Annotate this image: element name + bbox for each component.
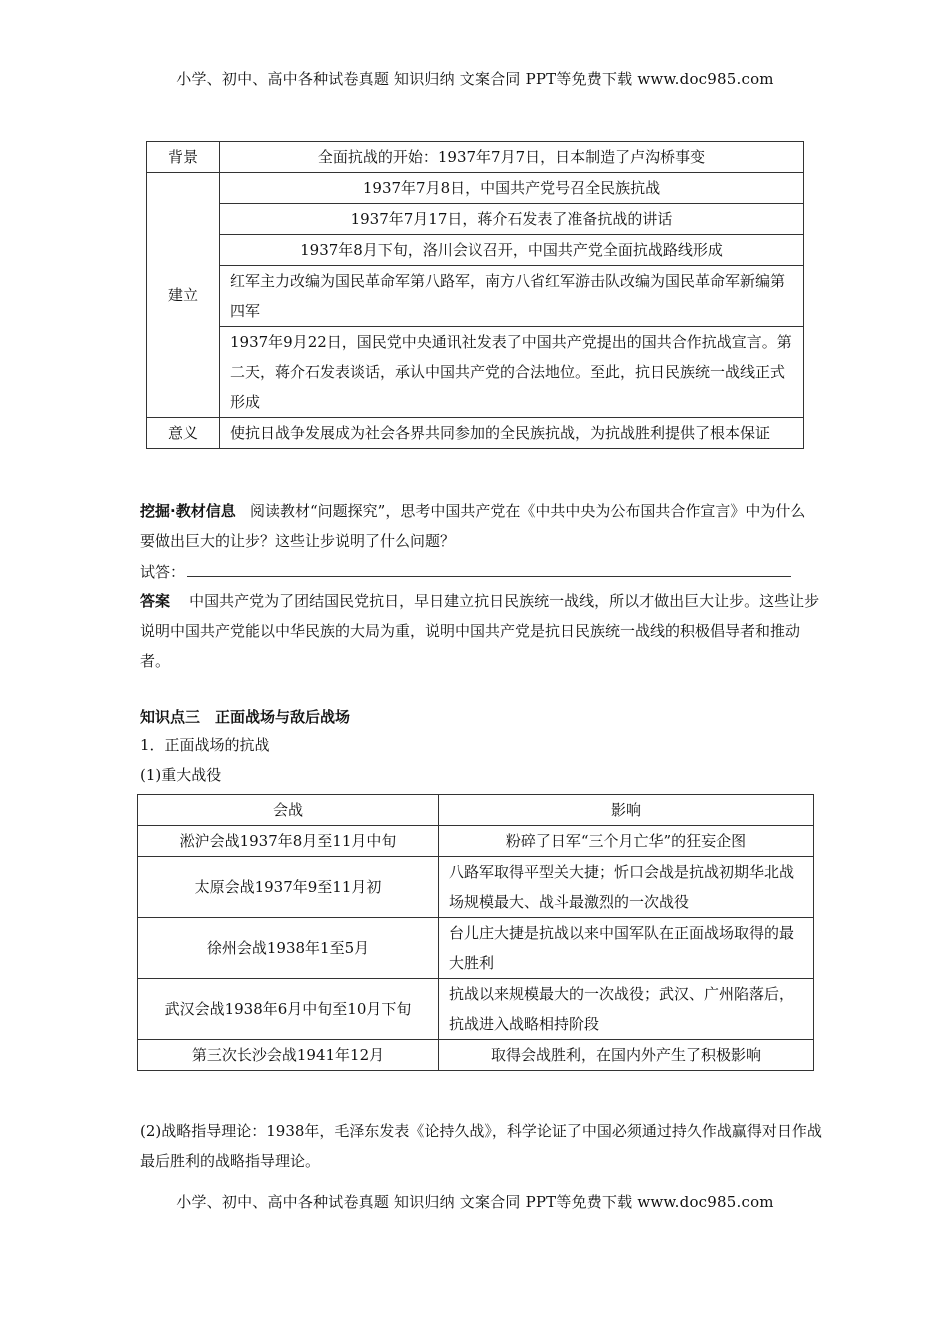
battles-table xyxy=(137,794,814,1071)
excavate-paragraph xyxy=(140,496,820,556)
subsection-title: 1．正面战场的抗战 xyxy=(140,736,270,754)
impact-cell: 取得会战胜利，在国内外产生了积极影响 xyxy=(439,1040,814,1071)
excavate-text: 阅读教材“问题探究”，思考中国共产党在《中共中央为公布国共合作宣言》中为什么要做出巨大的让步？这些让步说明了什么问题？ xyxy=(140,502,806,550)
table-row xyxy=(147,418,804,449)
column-header: 影响 xyxy=(439,795,814,826)
answer-label: 答案 xyxy=(140,592,171,610)
united-front-table xyxy=(146,141,804,449)
establish-row: 1937年8月下旬，洛川会议召开，中国共产党全面抗战路线形成 xyxy=(220,235,804,266)
table-row xyxy=(138,826,814,857)
significance-text: 使抗日战争发展成为社会各界共同参加的全民族抗战，为抗战胜利提供了根本保证 xyxy=(220,418,804,449)
battle-cell: 武汉会战1938年6月中旬至10月下旬 xyxy=(138,979,439,1040)
establish-row: 1937年7月17日，蒋介石发表了准备抗战的讲话 xyxy=(220,204,804,235)
impact-cell: 八路军取得平型关大捷；忻口会战是抗战初期华北战场规模最大、战斗最激烈的一次战役 xyxy=(439,857,814,918)
table-row xyxy=(147,235,804,266)
table-row xyxy=(138,979,814,1040)
table-row xyxy=(138,1040,814,1071)
establish-row: 1937年7月8日，中国共产党号召全民族抗战 xyxy=(220,173,804,204)
answer-text: 中国共产党为了团结国民党抗日，早日建立抗日民族统一战线，所以才做出巨大让步。这些让步说明中国共产党能以中华民族的大局为重，说明中国共产党是抗日民族统一战线的积极倡导者和推动者。 xyxy=(140,592,820,670)
page-header: 小学、初中、高中各种试卷真题 知识归纳 文案合同 PPT等免费下载 www.doc985.com xyxy=(176,70,774,88)
table-row xyxy=(138,918,814,979)
table-row xyxy=(147,327,804,418)
battle-cell: 淞沪会战1937年8月至11月中旬 xyxy=(138,826,439,857)
table-row xyxy=(147,204,804,235)
impact-cell: 粉碎了日军“三个月亡华”的狂妄企图 xyxy=(439,826,814,857)
table-header-row xyxy=(138,795,814,826)
try-answer-line xyxy=(140,556,820,587)
battle-cell: 太原会战1937年9至11月初 xyxy=(138,857,439,918)
strategy-paragraph: (2)战略指导理论：1938年，毛泽东发表《论持久战》，科学论证了中国必须通过持久作战赢得对日作战最后胜利的战略指导理论。 xyxy=(140,1122,822,1170)
impact-cell: 抗战以来规模最大的一次战役；武汉、广州陷落后，抗战进入战略相持阶段 xyxy=(439,979,814,1040)
background-label: 背景 xyxy=(147,142,220,173)
impact-cell: 台儿庄大捷是抗战以来中国军队在正面战场取得的最大胜利 xyxy=(439,918,814,979)
battle-cell: 徐州会战1938年1至5月 xyxy=(138,918,439,979)
significance-label: 意义 xyxy=(147,418,220,449)
establish-label: 建立 xyxy=(147,173,220,418)
answer-blank[interactable] xyxy=(187,556,791,577)
table-row xyxy=(138,857,814,918)
subsection-item: (1)重大战役 xyxy=(140,766,222,784)
table-row xyxy=(147,173,804,204)
section-title: 知识点三 正面战场与敌后战场 xyxy=(140,708,351,726)
answer-paragraph xyxy=(140,586,824,676)
establish-row: 1937年9月22日，国民党中央通讯社发表了中国共产党提出的国共合作抗战宣言。第二天，蒋介石发表谈话，承认中国共产党的合法地位。至此，抗日民族统一战线正式形成 xyxy=(220,327,804,418)
table-row xyxy=(147,266,804,327)
column-header: 会战 xyxy=(138,795,439,826)
table-row xyxy=(147,142,804,173)
try-label: 试答： xyxy=(140,563,186,581)
establish-row: 红军主力改编为国民革命军第八路军，南方八省红军游击队改编为国民革命军新编第四军 xyxy=(220,266,804,327)
battle-cell: 第三次长沙会战1941年12月 xyxy=(138,1040,439,1071)
background-text: 全面抗战的开始：1937年7月7日，日本制造了卢沟桥事变 xyxy=(220,142,804,173)
excavate-label: 挖掘·教材信息 xyxy=(140,502,236,520)
page-footer: 小学、初中、高中各种试卷真题 知识归纳 文案合同 PPT等免费下载 www.doc985.com xyxy=(176,1193,774,1211)
